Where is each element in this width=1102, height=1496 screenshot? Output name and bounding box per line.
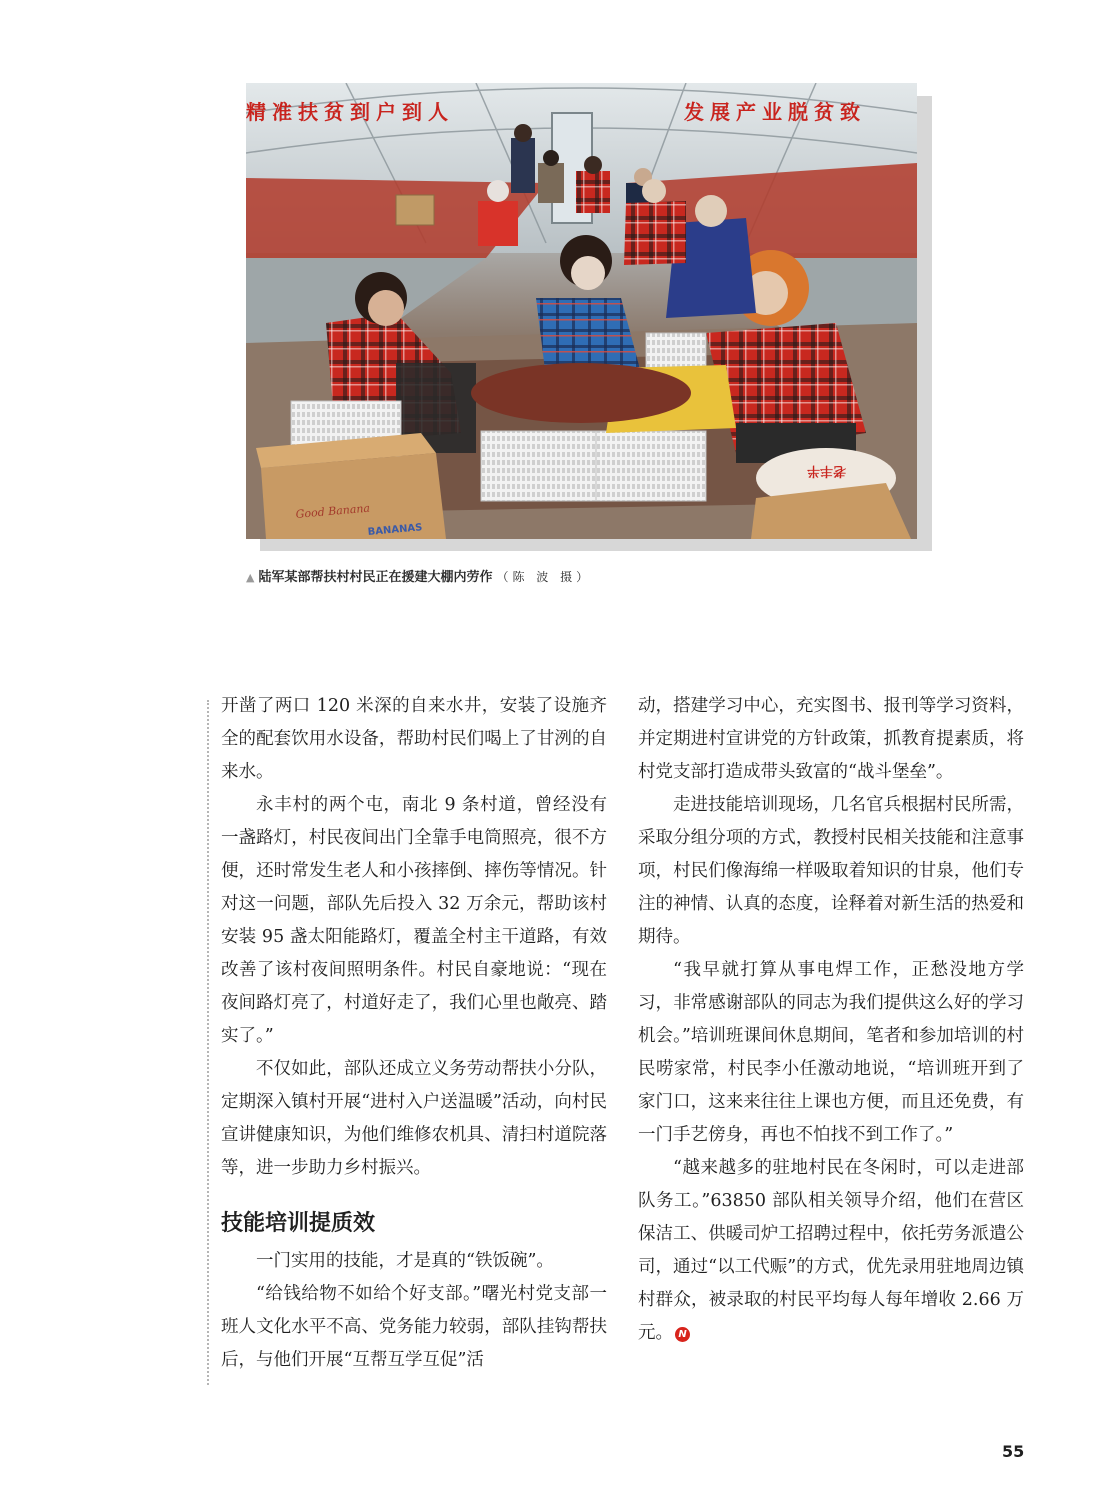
article-column-right [638,690,1024,1350]
article-column-left [221,690,607,1377]
paragraph: 走进技能培训现场，几名官兵根据村民所需，采取分组分项的方式，教授村民相关技能和注意事项，村民们像海绵一样吸取着知识的甘泉，他们专注的神情、认真的态度，诠释着对新生活的热爱和期待。 [638,795,1024,947]
banner-right: 发展产业脱贫致 [684,100,866,124]
photo-caption [246,566,592,585]
caption-marker: ▲ [246,571,255,584]
box-label-bananas: BANANAS [367,522,423,538]
paragraph: 一门实用的技能，才是真的“铁饭碗”。 [256,1251,554,1271]
paragraph: 不仅如此，部队还成立义务劳动帮扶小分队，定期深入镇村开展“进村入户送温暖”活动，向村民宣讲健康知识，为他们维修农机具、清扫村道院落等，进一步助力乡村振兴。 [221,1059,607,1178]
column-dotted-rule [207,700,209,1385]
paragraph: 永丰村的两个屯，南北 9 条村道，曾经没有一盏路灯，村民夜间出门全靠手电筒照亮，很不方便，还时常发生老人和小孩摔倒、摔伤等情况。针对这一问题，部队先后投入 32 万余元，帮助该村安装 95 盏太阳能路灯，覆盖全村主干道路，有效改善了该村夜间照明条件。村民自豪地说：“现在夜间路灯亮了，村道好走了，我们心里也敞亮、踏实了。” [221,795,607,1046]
section-heading: 技能培训提质效 [221,1211,376,1236]
final-paragraph-text: “越来越多的驻地村民在冬闲时，可以走进部队务工。”63850 部队相关领导介绍，他们在营区保洁工、供暖司炉工招聘过程中，依托劳务派遣公司，通过“以工代赈”的方式，优先录用驻地周边镇村群众，被录取的村民平均每人每年增收 2.66 万元。 [638,1158,1024,1343]
end-mark-icon: N [675,1327,690,1342]
greenhouse-photo-drawing [246,83,917,539]
paragraph: “我早就打算从事电焊工作，正愁没地方学习，非常感谢部队的同志为我们提供这么好的学习机会。”培训班课间休息期间，笔者和参加培训的村民唠家常，村民李小任激动地说，“培训班开到了家门口，这来来往往上课也方便，而且还免费，有一门手艺傍身，再也不怕找不到工作了。” [638,960,1024,1145]
paragraph: “给钱给物不如给个好支部。”曙光村党支部一班人文化水平不高、党务能力较弱，部队挂钩帮扶后，与他们开展“互帮互学互促”活 [221,1284,607,1370]
banner-left: 精准扶贫到户到人 [246,100,454,124]
bag-label: 老丰半 [806,463,846,478]
caption-title: 陆军某部帮扶村村民正在援建大棚内劳作 [258,570,493,585]
paragraph: 开凿了两口 120 米深的自来水井，安装了设施齐全的配套饮用水设备，帮助村民们喝上了甘洌的自来水。 [221,696,607,782]
page-number: 55 [1002,1442,1025,1461]
greenhouse-photo [246,83,917,539]
paragraph: 动，搭建学习中心，充实图书、报刊等学习资料，并定期进村宣讲党的方针政策，抓教育提素质，将村党支部打造成带头致富的“战斗堡垒”。 [638,696,1024,782]
box-label-good-banana: Good Banana [295,501,371,521]
caption-credit: （陈 波 摄） [496,570,593,584]
paragraph-final [638,1152,1024,1350]
